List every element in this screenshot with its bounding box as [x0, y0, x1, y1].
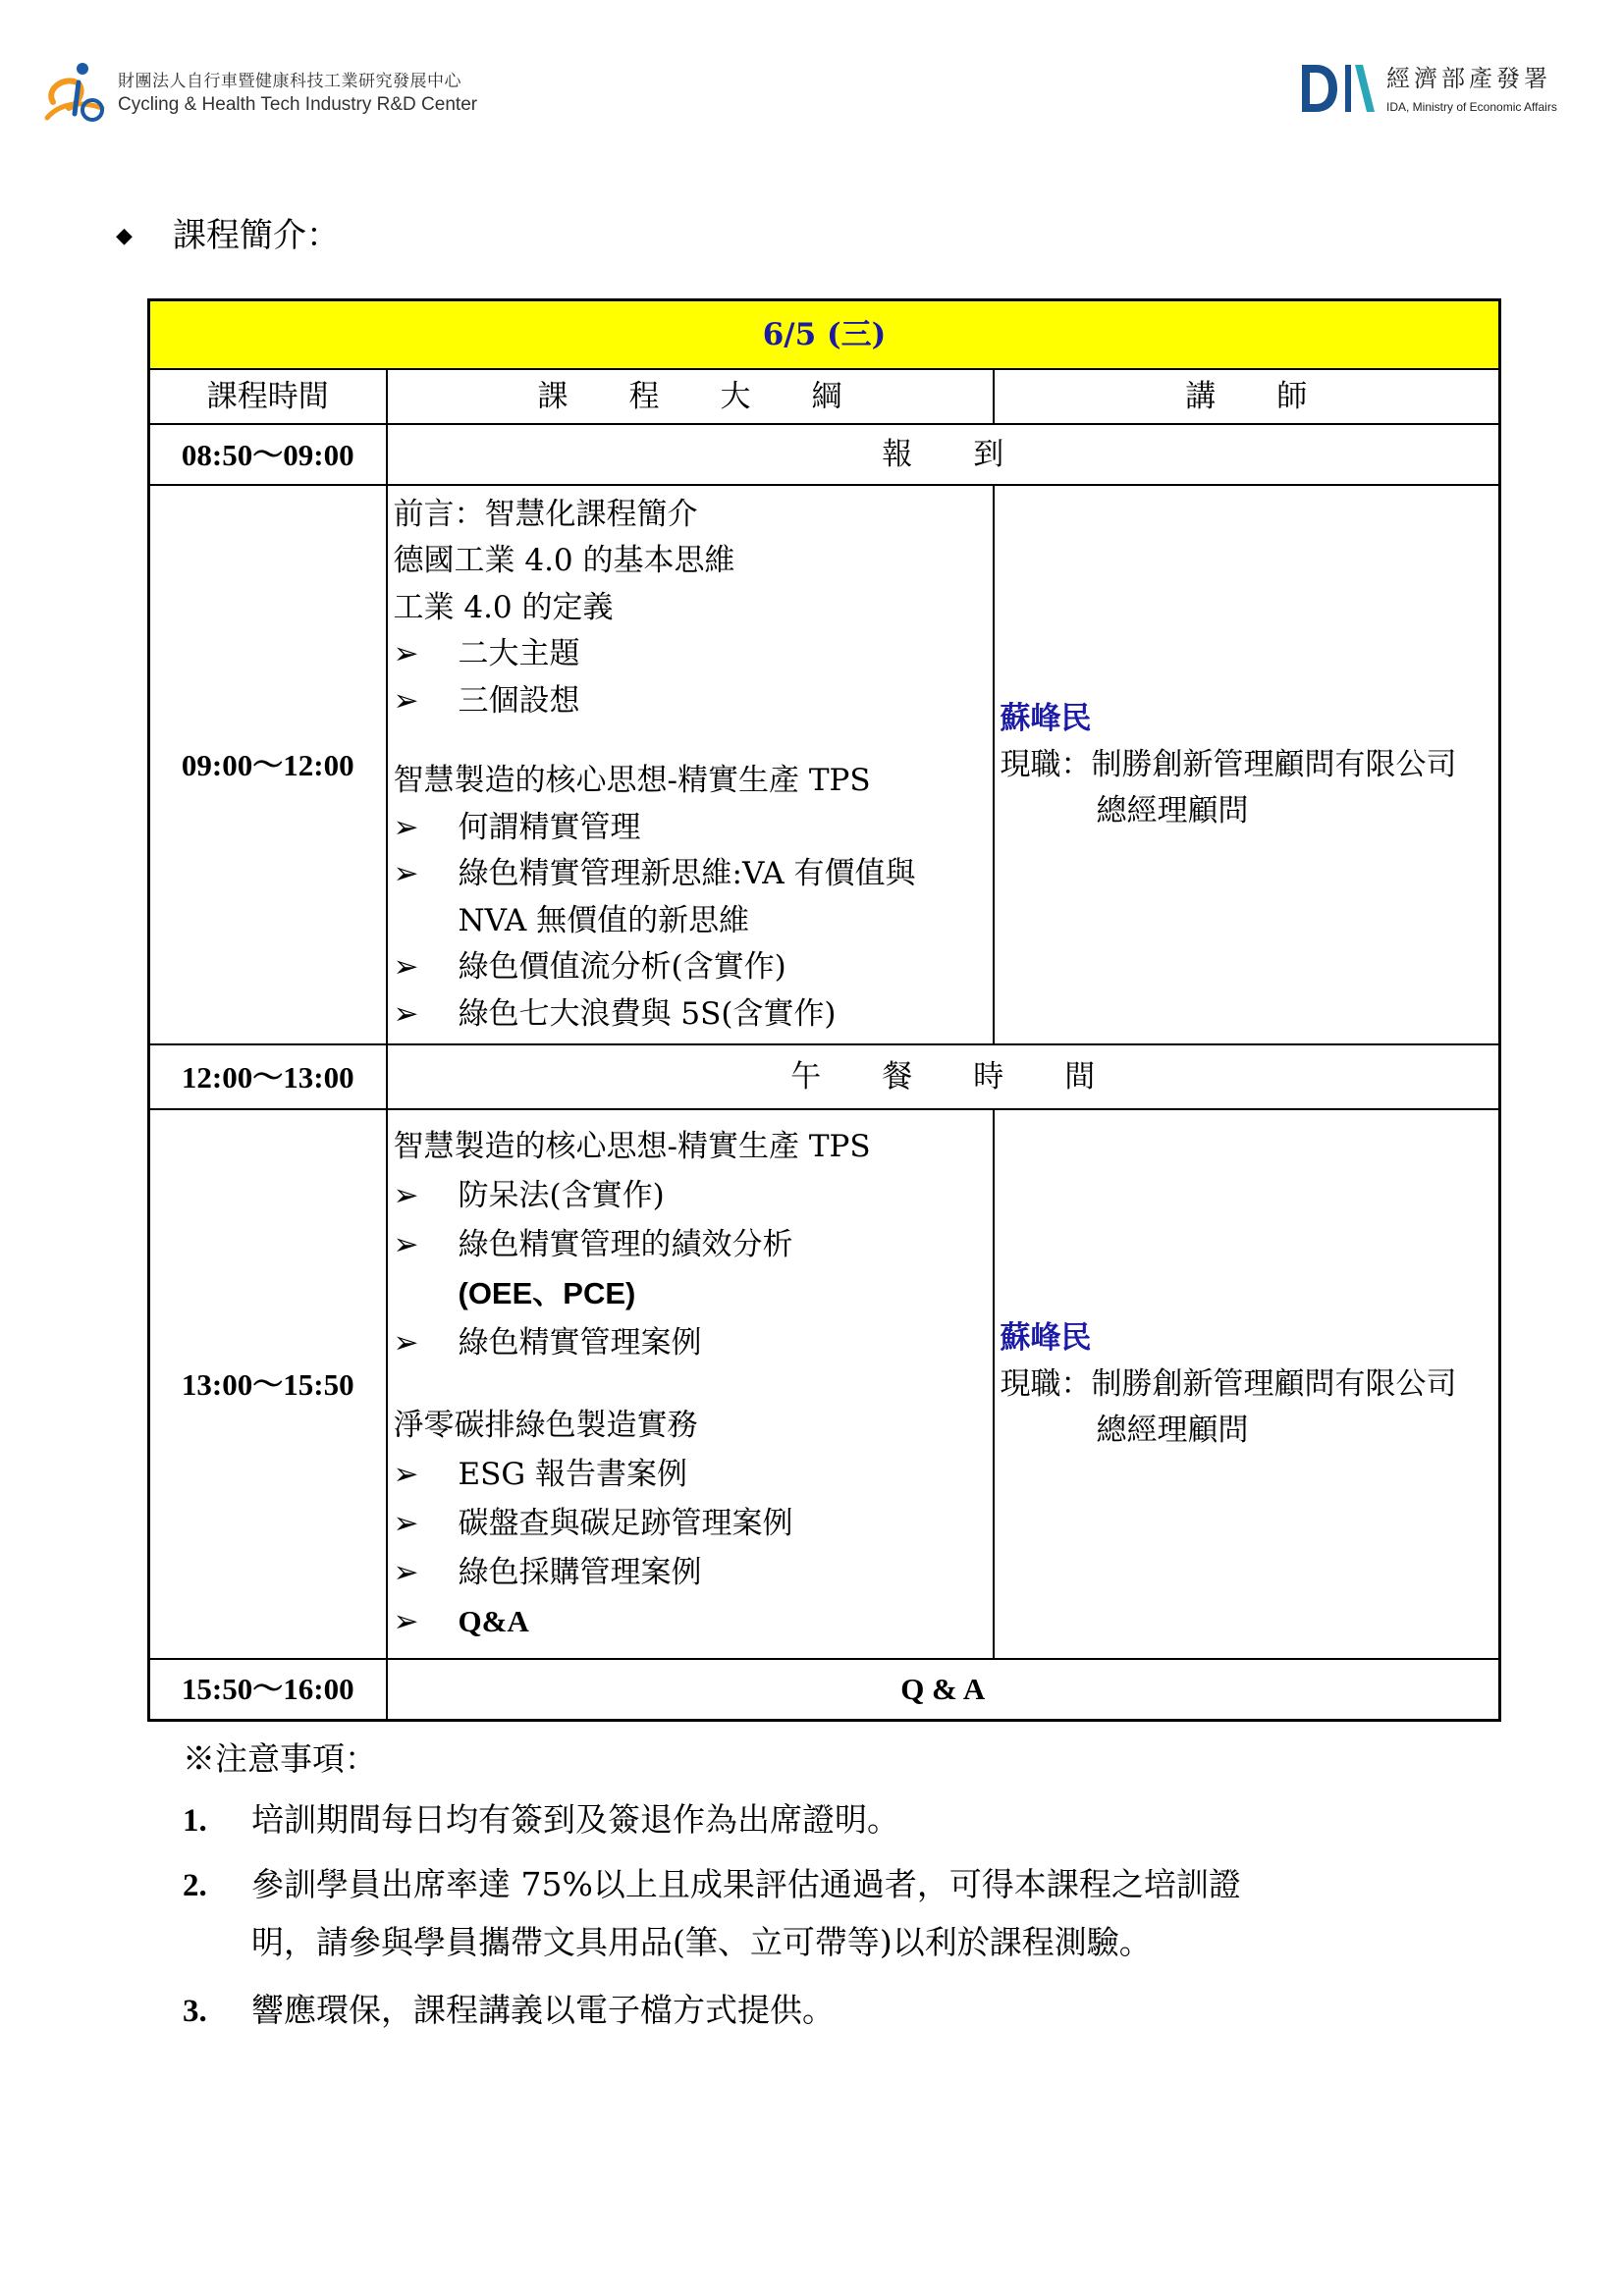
time-cell: 08:50～09:00 [149, 424, 387, 485]
header-row [149, 369, 1500, 424]
note-text: 響應環保，課程講義以電子檔方式提供。 [251, 1991, 835, 2029]
lecturer-title: 總經理顧問 [1096, 1412, 1249, 1448]
outline-cell [387, 485, 994, 1044]
lunch-label: 午 餐 時 間 [387, 1044, 1500, 1109]
ida-header [1298, 55, 1573, 124]
lecturer-position: 現職：制勝創新管理顧問有限公司 [1000, 746, 1457, 782]
list-item: ➢ 三個設想 [394, 678, 987, 725]
ida-name-zh: 經濟部產發署 [1386, 65, 1551, 92]
ida-logo-icon [1298, 59, 1377, 118]
arrow-bullet-icon: ➢ [393, 856, 419, 892]
list-item-continuation: NVA 無價值的新思維 [458, 902, 750, 938]
time-cell: 09:00～12:00 [149, 485, 387, 1044]
org-name-en: Cycling & Health Tech Industry R&D Center [118, 94, 478, 115]
section-title: 課程簡介： [173, 216, 340, 255]
lecturer-position: 現職：制勝創新管理顧問有限公司 [1000, 1365, 1457, 1402]
note-item [183, 1794, 899, 1841]
arrow-bullet-icon: ➢ [393, 1178, 419, 1213]
topic-heading: 智慧製造的核心思想-精實生產 TPS [393, 763, 871, 799]
list-item-continuation: (OEE、PCE) [458, 1276, 636, 1310]
table-row [149, 485, 1500, 1044]
outline-line: 工業 4.0 的定義 [393, 589, 614, 625]
list-item: ➢ 綠色七大浪費與 5S(含實作) [394, 991, 987, 1039]
list-item: ➢ 碳盤查與碳足跡管理案例 [394, 1499, 987, 1548]
qa-label: Q & A [387, 1659, 1500, 1720]
list-item: ➢ 防呆法(含實作) [394, 1171, 987, 1220]
list-item: ➢ 何謂精實管理 [394, 805, 987, 852]
arrow-bullet-icon: ➢ [393, 1457, 419, 1492]
note-number: 3. [183, 1994, 207, 2029]
lecturer-title: 總經理顧問 [1096, 792, 1249, 828]
note-number: 1. [183, 1803, 207, 1839]
note-item [183, 1985, 835, 2031]
outline-line: 前言：智慧化課程簡介 [393, 496, 698, 532]
topic-heading: 智慧製造的核心思想-精實生產 TPS [393, 1129, 871, 1164]
list-item: ➢ 綠色價值流分析(含實作) [394, 944, 987, 991]
arrow-bullet-icon: ➢ [393, 1325, 419, 1361]
note-item [183, 1859, 1241, 1963]
course-schedule-table [147, 298, 1501, 1722]
section-heading [116, 208, 340, 256]
course-date: 6/5 (三) [149, 300, 1500, 370]
list-item: ➢ 綠色精實管理的績效分析 [394, 1220, 987, 1269]
ida-name-en: IDA, Ministry of Economic Affairs [1386, 100, 1557, 114]
lecturer-name: 蘇峰民 [1000, 700, 1092, 736]
table-row [149, 424, 1500, 485]
time-cell: 15:50～16:00 [149, 1659, 387, 1720]
time-cell: 12:00～13:00 [149, 1044, 387, 1109]
table-row [149, 1044, 1500, 1109]
arrow-bullet-icon: ➢ [393, 1555, 419, 1590]
list-item: ➢ ESG 報告書案例 [394, 1450, 987, 1499]
list-item: ➢ 二大主題 [394, 631, 987, 678]
cycling-center-logo-icon [39, 59, 110, 130]
col-header-outline: 課 程 大 綱 [387, 369, 994, 424]
time-cell: 13:00～15:50 [149, 1109, 387, 1659]
registration-label: 報 到 [387, 424, 1500, 485]
outline-line: 德國工業 4.0 的基本思維 [393, 543, 735, 579]
table-row [149, 1659, 1500, 1720]
topic-heading: 淨零碳排綠色製造實務 [393, 1408, 698, 1443]
list-item: ➢ 綠色精實管理新思維:VA 有價值與 [394, 851, 987, 898]
col-header-lecturer: 講 師 [994, 369, 1500, 424]
note-text: 培訓期間每日均有簽到及簽退作為出席證明。 [251, 1800, 899, 1839]
table-row [149, 1109, 1500, 1659]
lecturer-name: 蘇峰民 [1000, 1319, 1092, 1356]
org-header [39, 55, 478, 133]
arrow-bullet-icon: ➢ [393, 636, 419, 672]
lecturer-cell [994, 485, 1500, 1044]
arrow-bullet-icon: ➢ [393, 949, 419, 986]
lecturer-cell [994, 1109, 1500, 1659]
date-row [149, 300, 1500, 370]
list-item: ➢ 綠色精實管理案例 [394, 1318, 987, 1367]
outline-cell [387, 1109, 994, 1659]
list-item: ➢ Q&A [394, 1597, 987, 1646]
arrow-bullet-icon: ➢ [393, 1227, 419, 1262]
arrow-bullet-icon: ➢ [393, 1604, 419, 1639]
arrow-bullet-icon: ➢ [393, 809, 419, 845]
note-text-continuation: 明，請參與學員攜帶文具用品(筆、立可帶等)以利於課程測驗。 [251, 1923, 1152, 1961]
note-text: 參訓學員出席率達 75%以上且成果評估通過者，可得本課程之培訓證 [251, 1865, 1241, 1903]
arrow-bullet-icon: ➢ [393, 995, 419, 1032]
arrow-bullet-icon: ➢ [393, 682, 419, 719]
notes-heading: ※注意事項： [183, 1739, 377, 1778]
note-number: 2. [183, 1868, 207, 1903]
org-name-zh: 財團法人自行車暨健康科技工業研究發展中心 [118, 72, 461, 91]
list-item: ➢ 綠色採購管理案例 [394, 1548, 987, 1597]
diamond-bullet-icon: ◆ [116, 224, 133, 248]
arrow-bullet-icon: ➢ [393, 1506, 419, 1541]
col-header-time: 課程時間 [149, 369, 387, 424]
